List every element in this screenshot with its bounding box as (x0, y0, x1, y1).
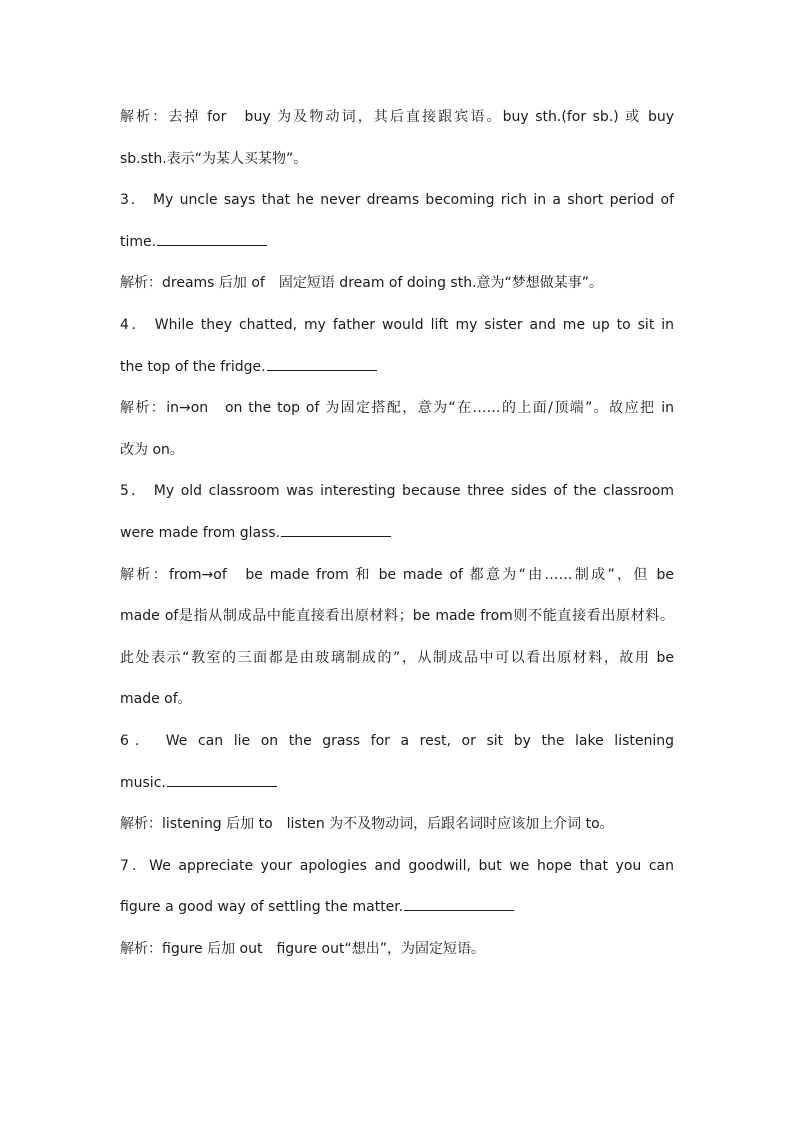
line-text: 4． While they chatted, my father would lift my sister and me up to sit in (120, 316, 674, 333)
analysis-6 (120, 804, 674, 846)
analysis-5-line-4 (120, 679, 674, 721)
question-3-line-2 (120, 222, 674, 264)
line-text: 7．We appreciate your apologies and goodwill, but we hope that you can (120, 857, 674, 874)
analysis-5-line-1 (120, 555, 674, 597)
analysis-5-line-3 (120, 638, 674, 680)
line-text: figure a good way of settling the matter. (120, 899, 404, 916)
answer-blank[interactable] (167, 774, 277, 787)
line-text: music. (120, 774, 166, 791)
line-text: 解析：dreams 后加 of 固定短语 dream of doing sth.意为“梦想做某事”。 (120, 275, 604, 292)
question-6-line-2 (120, 763, 674, 805)
line-text: sb.sth.表示“为某人买某物”。 (120, 150, 308, 167)
analysis-5-line-2 (120, 596, 674, 638)
analysis-4-line-1 (120, 388, 674, 430)
answer-blank[interactable] (267, 358, 377, 371)
analysis-3 (120, 263, 674, 305)
line-text: 解析：listening 后加 to listen 为不及物动词，后跟名词时应该加上介词 to。 (120, 816, 614, 833)
line-text: 3． My uncle says that he never dreams becoming rich in a short period of (120, 192, 674, 209)
line-text: were made from glass. (120, 524, 281, 541)
document-page (120, 97, 674, 970)
answer-blank[interactable] (157, 233, 267, 246)
question-4-line-1 (120, 305, 674, 347)
question-3-line-1 (120, 180, 674, 222)
line-text: made of。 (120, 691, 192, 708)
answer-blank[interactable] (281, 524, 391, 537)
line-text: the top of the fridge. (120, 358, 266, 375)
answer-blank[interactable] (404, 898, 514, 911)
line-text: 解析：from→of be made from 和 be made of 都意为“由……制成”，但 be (120, 566, 674, 583)
text-line-1 (120, 97, 674, 139)
line-text: made of是指从制成品中能直接看出原材料；be made from则不能直接看出原材料。 (120, 608, 674, 625)
line-text: 5． My old classroom was interesting because three sides of the classroom (120, 483, 674, 500)
question-5-line-1 (120, 471, 674, 513)
question-7-line-2 (120, 887, 674, 929)
line-text: 改为 on。 (120, 441, 184, 458)
line-text: 解析：figure 后加 out figure out“想出”，为固定短语。 (120, 940, 485, 957)
text-line-2 (120, 139, 674, 181)
question-5-line-2 (120, 513, 674, 555)
line-text: 解析：去掉 for buy 为及物动词，其后直接跟宾语。buy sth.(for sb.) 或 buy (120, 109, 674, 125)
question-4-line-2 (120, 347, 674, 389)
line-text: 6． We can lie on the grass for a rest, or sit by the lake listening (120, 732, 674, 749)
question-7-line-1 (120, 846, 674, 888)
analysis-7 (120, 929, 674, 971)
analysis-4-line-2 (120, 430, 674, 472)
line-text: time. (120, 233, 157, 250)
line-text: 此处表示“教室的三面都是由玻璃制成的”，从制成品中可以看出原材料，故用 be (120, 649, 674, 666)
line-text: 解析：in→on on the top of 为固定搭配，意为“在……的上面/顶端”。故应把 in (120, 400, 674, 417)
question-6-line-1 (120, 721, 674, 763)
